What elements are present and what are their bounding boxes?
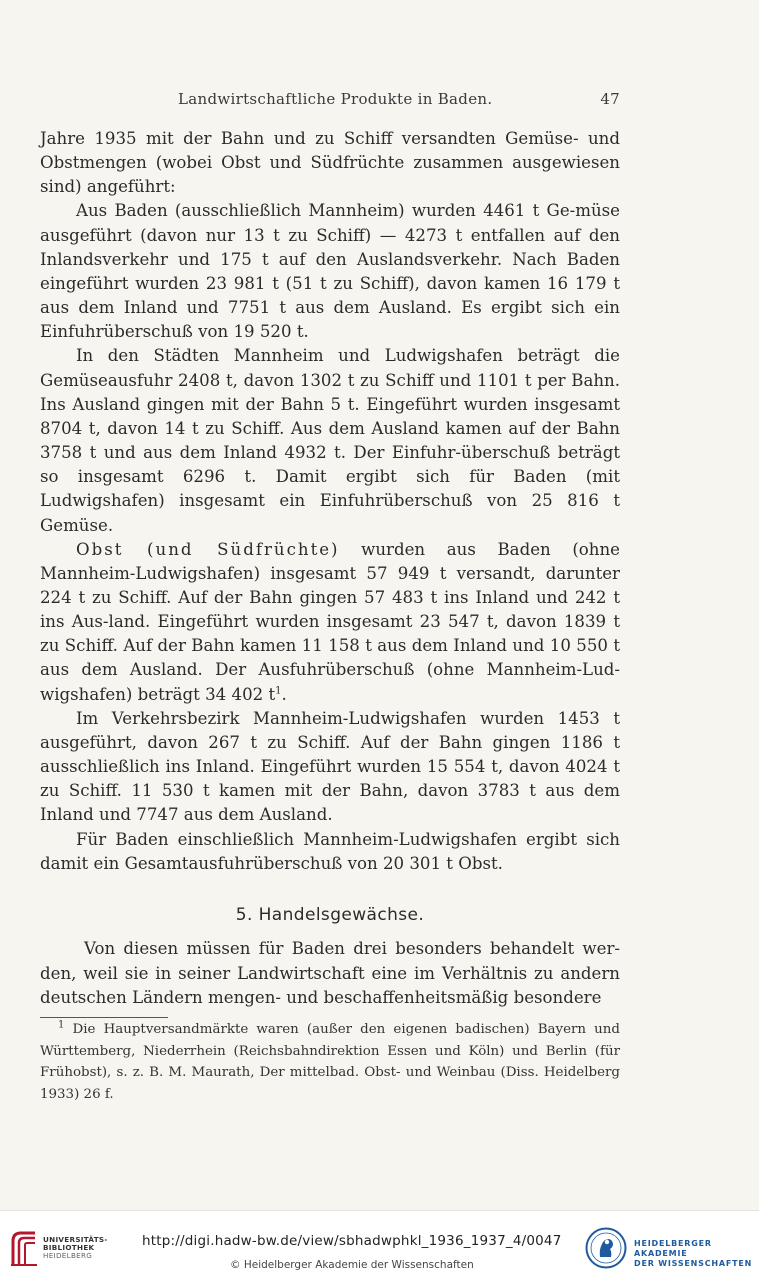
section-paragraph-1: Von diesen müssen für Baden drei besonders behandelt wer-den, weil sie in seiner Landwirtschaft eine im Verhältnis zu andern deutschen Ländern mengen- und beschaffenheitsmäßig besondere: [40, 939, 620, 1007]
paragraph-5: Im Verkehrsbezirk Mannheim-Ludwigshafen wurden 1453 t ausgeführt, davon 267 t zu Schiff. Auf der Bahn gingen 1186 t ausschließlich ins Inland. Eingeführt wurden 15 554 t, davon 4024 t zu Schiff. 11 530 t kamen mit der Bahn, davon 3783 t aus dem Inland und 7747 aus dem Ausland.: [40, 708, 620, 825]
footnote-rule: [40, 1017, 168, 1018]
viewer-footer: [0, 1210, 759, 1276]
paragraph-6: Für Baden einschließlich Mannheim-Ludwigshafen ergibt sich damit ein Gesamtausfuhrüberschuß von 20 301 t Obst.: [40, 829, 620, 873]
ub-line-1: UNIVERSITÄTS-: [43, 1235, 108, 1244]
paragraph-4-text: wurden aus Baden (ohne Mannheim-Ludwigshafen) insgesamt 57 949 t versandt, darunter 224 t zu Schiff. Auf der Bahn gingen 57 483 t ins Inland und 242 t ins Aus-land. Eingeführt wurden insgesamt 23 547 t, davon 1839 t zu Schiff. Auf der Bahn kamen 11 158 t aus dem Inland und 10 550 t aus dem Ausland. Der Ausfuhrüberschuß (ohne Mannheim-Lud-wigshafen) beträgt 34 402 t: [40, 539, 620, 704]
running-title: Landwirtschaftliche Produkte in Baden.: [178, 90, 493, 108]
footnotes: [40, 1019, 620, 1105]
page-number: 47: [600, 90, 620, 108]
footnote-reference[interactable]: 1: [275, 685, 282, 697]
section-text: [40, 937, 620, 1011]
university-library-name: [43, 1236, 108, 1260]
hadw-line-1: HEIDELBERGER AKADEMIE: [634, 1239, 712, 1258]
copyright-notice: © Heidelberger Akademie der Wissenschaften: [230, 1259, 474, 1271]
paragraph-4-end: .: [281, 684, 287, 704]
body-text: [40, 127, 620, 876]
footnote-text: Die Hauptversandmärkte waren (außer den eigenen badischen) Bayern und Württemberg, Niederrhein (Reichsbahndirektion Essen und Köln) und Berlin (für Frühobst), s. z. B. M. Maurath, Der mittelbad. Obst- und Weinbau (Diss. Heidelberg 1933) 26 f.: [40, 1022, 620, 1102]
university-library-logo-icon[interactable]: [9, 1229, 39, 1267]
spaced-term-obst: Obst (und Südfrüchte): [76, 539, 340, 559]
permalink-url[interactable]: http://digi.hadw-bw.de/view/sbhadwphkl_1936_1937_4/0047: [142, 1233, 562, 1249]
hadw-line-2: DER WISSENSCHAFTEN: [634, 1259, 753, 1268]
academy-name: [634, 1239, 759, 1269]
paragraph-3: In den Städten Mannheim und Ludwigshafen beträgt die Gemüseausfuhr 2408 t, davon 1302 t zu Schiff und 1101 t per Bahn. Ins Ausland gingen mit der Bahn 5 t. Eingeführt wurden insgesamt 8704 t, davon 14 t zu Schiff. Aus dem Ausland kamen auf der Bahn 3758 t und aus dem Inland 4932 t. Der Einfuhr-überschuß beträgt so insgesamt 6296 t. Damit ergibt sich für Baden (mit Ludwigshafen) insgesamt ein Einfuhrüberschuß von 25 816 t Gemüse.: [40, 346, 620, 535]
ub-line-2: BIBLIOTHEK: [43, 1243, 95, 1252]
paragraph-1: Jahre 1935 mit der Bahn und zu Schiff versandten Gemüse- und Obstmengen (wobei Obst und Südfrüchte zusammen ausgewiesen sind) angeführt:: [40, 129, 620, 197]
footnote-1: [40, 1019, 620, 1105]
paragraph-2: Aus Baden (ausschließlich Mannheim) wurden 4461 t Ge-müse ausgeführt (davon nur 13 t zu Schiff) — 4273 t entfallen auf den Inlandsverkehr und 175 t auf den Auslandsverkehr. Nach Baden eingeführt wurden 23 981 t (51 t zu Schiff), davon kamen 16 179 t aus dem Inland und 7751 t aus dem Ausland. Es ergibt sich ein Einfuhrüberschuß von 19 520 t.: [40, 201, 620, 342]
footnote-marker: 1: [58, 1019, 65, 1031]
ub-line-3: HEIDELBERG: [43, 1251, 93, 1260]
section-heading: 5. Handelsgewächse.: [235, 905, 425, 925]
paragraph-4: [40, 538, 620, 707]
academy-seal-icon[interactable]: [585, 1227, 627, 1269]
